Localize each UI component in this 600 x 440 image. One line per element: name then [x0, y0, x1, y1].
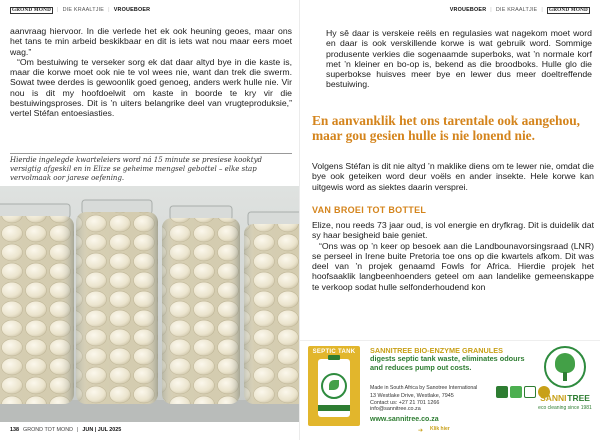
- paragraph: “Ons was op ’n keer op besoek aan die Landbounavorsingsraad (LNR) se perseel in Irene buite Pretoria toe ons op die kwartels afkom. Dit was deel van ’n projek genaamd Fowls for Africa. Hierdie projek het hoofsaaklik langbeenhoenders geteel om aan landelike gemeenskappe te verkoop sodat hulle selfonderhoudend kon: [312, 240, 594, 292]
- ad-contact: Contact us: +27 21 701 1266: [370, 399, 440, 406]
- right-article-text-bottom: [312, 220, 594, 292]
- paragraph: Hy sê daar is verskeie reëls en regulasies wat nagekom moet word en daar is ook verskillende korwe is wat gebruik word. Sommige produsente verkies die sogenaamde superboks, wat ’n normale korf met ’n kleiner en bo-op is, bekend as die broodboks. Hulle glo die superbokse huisves meer bye en lewer dus meer doeltreffende bestuiwing.: [326, 28, 592, 90]
- paragraph: “Om bestuiwing te verseker sorg ek dat daar altyd bye in die kaste is, maar die korwe moet ook nie te vol wees nie, want dan trek die swerm. Sowat twee derdes is gewoonlik goed genoeg, anders werk hulle nie. Vir nou is dit my hoofdoelwit om kaste in boorde te kry vir die bestuiwingsproses. Dit is ’n uiters belangrike deel van vrugteproduksie,” vertel Stéfan entoesiasties.: [10, 56, 292, 119]
- click-here-link[interactable]: Klik hier: [430, 426, 450, 432]
- header-category: DIE KRAALTJIE: [495, 7, 538, 13]
- section-subheading: VAN BROEI TOT BOTTEL: [312, 205, 427, 215]
- ad-made-in: Made in South Africa by Sanotree International: [370, 385, 478, 391]
- photo-caption: Hierdie ingelegde kwarteleiers word ná 15 minute se presiese kooktyd versigtig afgeskil en in Elize se geheime mengsel gebottel – elke stap vervolmaak oor jarese oefening.: [10, 156, 263, 182]
- sannitree-advertisement[interactable]: [300, 340, 600, 440]
- caption-divider: [10, 153, 292, 154]
- ad-tagline: digests septic tank waste, eliminates odours and reduces pump out costs.: [370, 354, 525, 372]
- logo-slogan: eco cleaning since 1981: [538, 405, 592, 411]
- paragraph: Elize, nou reeds 73 jaar oud, is vol energie en dryfkrag. Dit is duidelik dat sy haar besigheid baie geniet.: [312, 220, 594, 241]
- footer-date: JUN | JUL 2025: [82, 427, 122, 433]
- ad-website-link[interactable]: www.sannitree.co.za: [370, 416, 439, 423]
- jar: [162, 206, 240, 404]
- pull-quote: En aanvanklik het ons tarentale ook aangehou, maar gou gesien hulle is nie lonend nie.: [312, 113, 580, 143]
- logo-tree: TREE: [567, 393, 590, 403]
- jar: [0, 204, 74, 404]
- header-category: DIE KRAALTJIE: [62, 7, 105, 13]
- recycle-badge-icon: [510, 386, 522, 398]
- header-section: VROUEBOER: [449, 7, 487, 13]
- ad-address: 13 Westlake Drive, Westlake, 7945: [370, 393, 454, 399]
- ad-email[interactable]: info@sannitree.co.za: [370, 406, 421, 413]
- footer-magazine: GROND TOT MOND: [23, 427, 74, 433]
- right-article-text-mid: [312, 161, 594, 192]
- ad-address-block: [370, 393, 454, 413]
- right-article-text-top: [326, 28, 592, 90]
- left-article-text: [10, 26, 292, 119]
- paragraph: Volgens Stéfan is dit nie altyd ’n maklike diens om te lewer nie, omdat die bye ook geteiken word deur voëls en ander insekte. Hele korwe kan uitgewis word as siektes daarin versprei.: [312, 161, 595, 192]
- sannitree-logo: [536, 346, 594, 426]
- magazine-logo: GROND MOND: [548, 6, 588, 13]
- leaf-badge-icon: [524, 386, 536, 398]
- paragraph: aanvraag hiervoor. In die verlede het ek ook heuning geoes, maar ons het tans te min arbeid beskikbaar en dit is iets wat nou maar eers moet wag.”: [10, 26, 292, 57]
- page-number: 138: [10, 427, 19, 433]
- septic-tank-product: [308, 346, 360, 426]
- logo-sanni: SANNI: [540, 393, 567, 403]
- left-page-footer: 138 GROND TOT MOND | JUN | JUL 2025: [10, 427, 122, 433]
- jar: [244, 212, 300, 404]
- pickled-eggs-jars-photo: [0, 186, 300, 422]
- magazine-logo: GROND MOND: [12, 6, 52, 13]
- product-bottle-icon: [318, 359, 350, 417]
- arrow-icon: ➔: [418, 428, 424, 434]
- left-page-header: GROND MOND | DIE KRAALTJIE | VROUEBOER: [12, 6, 151, 13]
- septic-tank-label: SEPTIC TANK: [312, 349, 356, 355]
- jar: [76, 200, 158, 404]
- header-section: VROUEBOER: [113, 7, 151, 13]
- right-page-header: VROUEBOER | DIE KRAALTJIE | GROND MOND: [449, 6, 588, 13]
- eco-badge-icon: [496, 386, 508, 398]
- ad-title: SANNITREE BIO-ENZYME GRANULES: [370, 346, 503, 355]
